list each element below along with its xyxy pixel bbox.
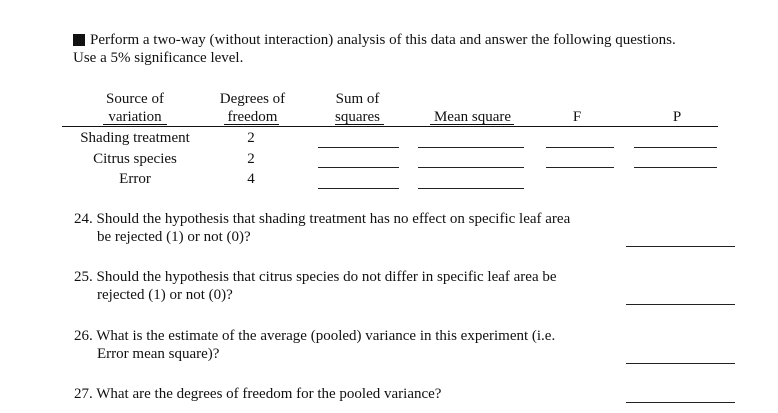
- header-ss-line-1: Sum of: [335, 91, 380, 107]
- header-df-underline: [224, 124, 279, 125]
- bullet-square-icon: [73, 34, 85, 46]
- header-ss-underline: [335, 124, 384, 125]
- blank-ms-citrus[interactable]: [418, 167, 524, 168]
- blank-f-citrus[interactable]: [546, 167, 614, 168]
- row-source-citrus: Citrus species: [93, 151, 177, 167]
- question-24-line-2: be rejected (1) or not (0)?: [97, 229, 251, 245]
- header-p: P: [672, 109, 682, 125]
- question-25-line-2: rejected (1) or not (0)?: [97, 287, 233, 303]
- blank-p-citrus[interactable]: [634, 167, 717, 168]
- row-source-shading: Shading treatment: [80, 130, 190, 146]
- blank-ss-citrus[interactable]: [318, 167, 399, 168]
- row-source-error: Error: [119, 171, 151, 187]
- blank-ms-shading[interactable]: [418, 147, 524, 148]
- blank-p-shading[interactable]: [634, 147, 717, 148]
- header-mean-square: Mean square: [433, 109, 512, 125]
- header-source-line-1: Source of: [106, 91, 164, 107]
- row-df-citrus: 2: [247, 151, 255, 167]
- header-df-line-2: freedom: [227, 109, 278, 125]
- blank-ss-shading[interactable]: [318, 147, 399, 148]
- header-source-underline: [103, 124, 167, 125]
- answer-blank-26[interactable]: [626, 363, 735, 364]
- header-df-line-1: Degrees of: [219, 91, 286, 107]
- blank-ss-error[interactable]: [318, 188, 399, 189]
- question-24-line-1: 24. Should the hypothesis that shading treatment has no effect on specific leaf area: [74, 211, 571, 227]
- blank-f-shading[interactable]: [546, 147, 614, 148]
- question-25-line-1: 25. Should the hypothesis that citrus species do not differ in specific leaf area be: [74, 269, 557, 285]
- question-26-line-2: Error mean square)?: [97, 346, 220, 362]
- question-27-line-1: 27. What are the degrees of freedom for the pooled variance?: [74, 386, 442, 402]
- instruction-line-1: Perform a two-way (without interaction) analysis of this data and answer the following questions.: [90, 32, 676, 48]
- answer-blank-25[interactable]: [626, 304, 735, 305]
- header-ms-underline: [430, 124, 514, 125]
- row-df-error: 4: [247, 171, 255, 187]
- header-rule: [62, 126, 718, 127]
- row-df-shading: 2: [247, 130, 255, 146]
- header-source-line-2: variation: [108, 109, 162, 125]
- answer-blank-24[interactable]: [626, 246, 735, 247]
- question-26-line-1: 26. What is the estimate of the average (pooled) variance in this experiment (i.e.: [74, 328, 556, 344]
- header-ss-line-2: squares: [335, 109, 380, 125]
- blank-ms-error[interactable]: [418, 188, 524, 189]
- header-f: F: [572, 109, 582, 125]
- answer-blank-27[interactable]: [626, 402, 735, 403]
- instruction-line-2: Use a 5% significance level.: [73, 50, 244, 66]
